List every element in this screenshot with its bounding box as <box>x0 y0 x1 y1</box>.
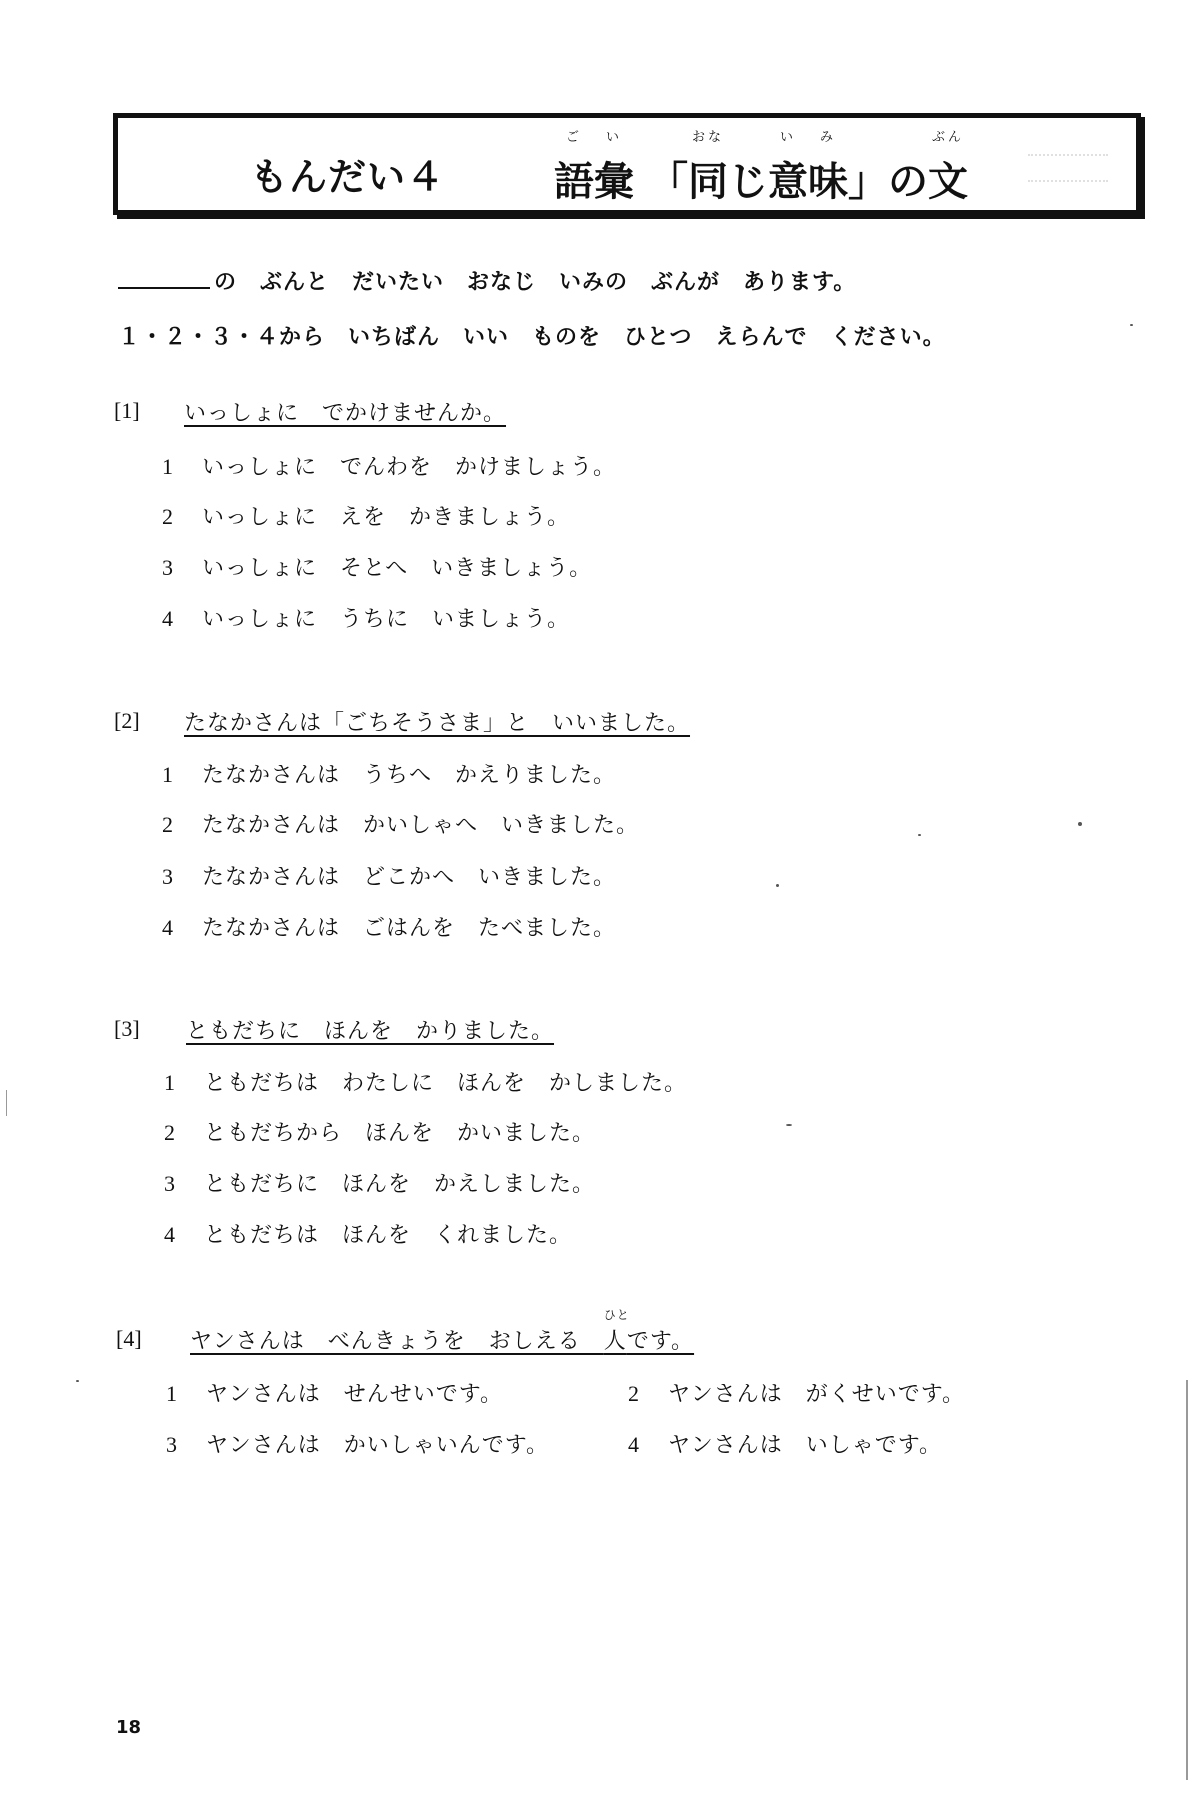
answer-option[interactable]: 3 ヤンさんは かいしゃいんです。 <box>166 1432 550 1458</box>
scan-speck <box>1130 324 1133 326</box>
scan-edge <box>1186 1380 1188 1780</box>
answer-option[interactable]: 3 たなかさんは どこかへ いきました。 <box>162 864 617 890</box>
scan-speck <box>918 834 921 836</box>
answer-option[interactable]: 4 いっしょに うちに いましょう。 <box>162 606 571 632</box>
answer-option[interactable]: 1 ともだちは わたしに ほんを かしました。 <box>164 1070 688 1096</box>
answer-option[interactable]: 2 いっしょに えを かきましょう。 <box>162 504 571 530</box>
question-sentence: ヤンさんは べんきょうを おしえる ひと 人です。 <box>190 1308 695 1354</box>
topic-char: い 彙 <box>594 130 634 205</box>
answer-option[interactable]: 4 ともだちは ほんを くれました。 <box>164 1222 573 1248</box>
instruction-line-1: の ぶんと だいたい おなじ いみの ぶんが あります。 <box>118 265 856 296</box>
question-number: [4] <box>116 1326 142 1351</box>
answer-blank <box>118 285 210 289</box>
question-sentence: たなかさんは「ごちそうさま」と いいました。 <box>184 711 691 736</box>
ruby-word: ひと 人 <box>603 1308 630 1354</box>
topic-char: い 意 <box>768 130 808 205</box>
question-sentence: いっしょに でかけませんか。 <box>184 401 507 426</box>
scan-edge <box>6 1090 7 1116</box>
topic-char: じ <box>728 159 768 205</box>
question-number: [1] <box>114 398 140 423</box>
topic-char: おな 同 <box>688 130 728 205</box>
topic-title <box>554 118 968 210</box>
scan-speck <box>786 1124 792 1126</box>
topic-char: ぶん 文 <box>928 130 968 205</box>
question-number: [2] <box>114 708 140 733</box>
topic-char: 「 <box>648 159 688 205</box>
question-sentence: ともだちに ほんを かりました。 <box>186 1019 555 1044</box>
answer-option[interactable]: 3 いっしょに そとへ いきましょう。 <box>162 555 593 581</box>
topic-char: み 味 <box>808 130 848 205</box>
topic-char: ご 語 <box>554 130 594 205</box>
faded-stamp <box>1028 154 1108 182</box>
question-number: [3] <box>114 1016 140 1041</box>
instruction-line-2: １・２・３・４から いちばん いい ものを ひとつ えらんで ください。 <box>118 325 946 350</box>
answer-option[interactable]: 1 たなかさんは うちへ かえりました。 <box>162 762 617 788</box>
page-number: 18 <box>116 1717 142 1738</box>
title-box <box>113 113 1141 215</box>
answer-option[interactable]: 4 ヤンさんは いしゃです。 <box>628 1432 943 1458</box>
answer-option[interactable]: 4 たなかさんは ごはんを たべました。 <box>162 915 617 941</box>
scan-speck <box>1078 822 1082 826</box>
answer-option[interactable]: 2 ヤンさんは がくせいです。 <box>628 1381 966 1407</box>
scan-speck <box>76 1380 79 1382</box>
problem-label: もんだい４ <box>250 155 446 199</box>
answer-option[interactable]: 2 たなかさんは かいしゃへ いきました。 <box>162 812 640 838</box>
answer-option[interactable]: 2 ともだちから ほんを かいました。 <box>164 1120 596 1146</box>
topic-char: 」の <box>848 159 928 205</box>
answer-option[interactable]: 1 いっしょに でんわを かけましょう。 <box>162 454 617 480</box>
answer-option[interactable]: 1 ヤンさんは せんせいです。 <box>166 1381 504 1407</box>
scan-speck <box>776 884 779 887</box>
answer-option[interactable]: 3 ともだちに ほんを かえしました。 <box>164 1171 596 1197</box>
